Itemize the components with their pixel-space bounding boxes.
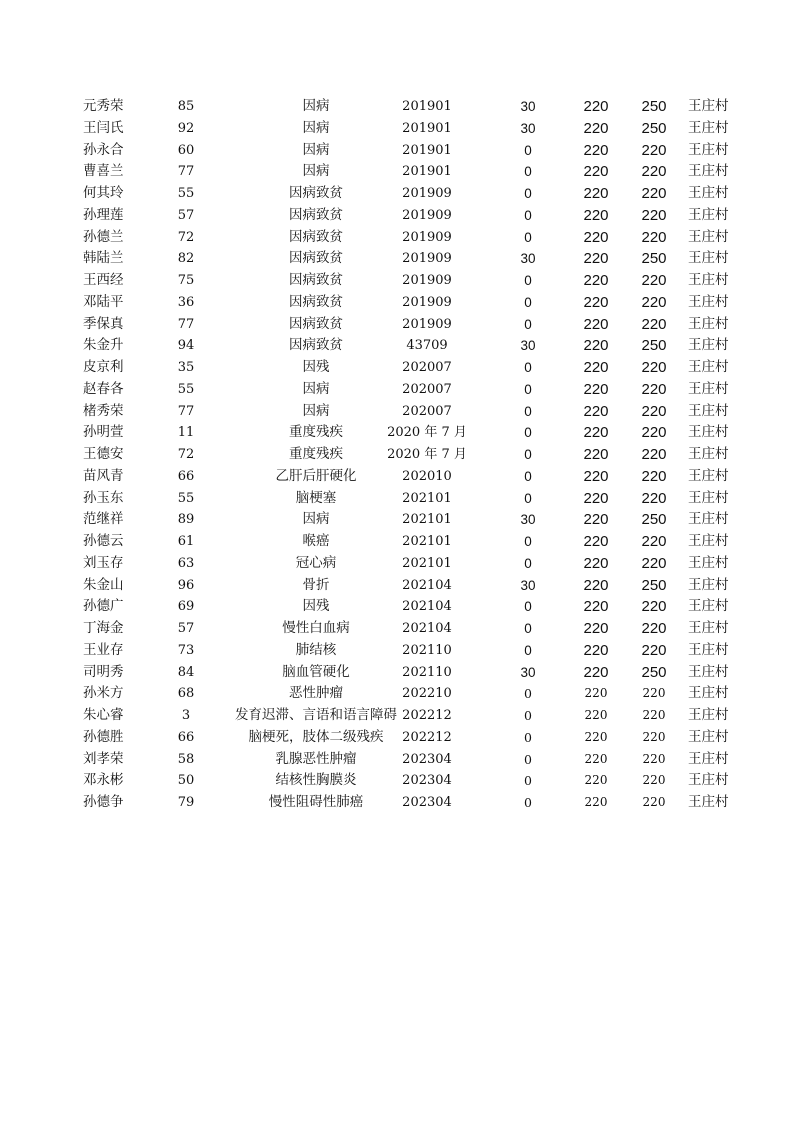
total-allowance: 220: [641, 402, 667, 420]
total-allowance: 220: [641, 272, 667, 289]
table-row: [0, 705, 793, 727]
poverty-reason: 因病致贫: [289, 185, 343, 201]
start-date: 202104: [402, 621, 452, 636]
start-date: 201901: [402, 99, 452, 114]
base-allowance: 220: [583, 228, 609, 246]
recipient-age: 75: [177, 273, 195, 288]
total-allowance: 220: [641, 598, 667, 616]
table-row: [0, 205, 793, 227]
start-date: 2020 年 7 月: [387, 447, 467, 462]
recipient-name: 孙德胜: [83, 728, 124, 745]
base-allowance: 220: [583, 663, 609, 681]
total-allowance: 220: [641, 359, 667, 376]
recipient-name: 邓永彬: [83, 772, 124, 789]
relief-recipient-table: [0, 96, 793, 814]
extra-allowance: 0: [524, 751, 532, 767]
base-allowance: 220: [583, 163, 609, 181]
poverty-reason: 喉癌: [302, 533, 330, 549]
total-allowance: 250: [641, 663, 667, 681]
start-date: 2020 年 7 月: [387, 425, 467, 441]
extra-allowance: 0: [524, 294, 532, 310]
start-date: 202212: [402, 729, 452, 745]
start-date: 43709: [406, 338, 448, 354]
recipient-name: 司明秀: [83, 663, 124, 680]
recipient-age: 85: [177, 99, 195, 114]
extra-allowance: 30: [520, 99, 536, 114]
total-allowance: 250: [641, 337, 667, 355]
extra-allowance: 0: [524, 555, 532, 571]
table-row: [0, 792, 793, 814]
start-date: 202104: [402, 577, 452, 593]
poverty-reason: 因病致贫: [289, 206, 343, 223]
total-allowance: 220: [641, 163, 667, 181]
poverty-reason: 慢性白血病: [282, 620, 350, 636]
table-row: [0, 531, 793, 553]
recipient-age: 35: [177, 360, 195, 375]
recipient-age: 92: [177, 120, 195, 136]
village-name: 王庄村: [688, 272, 729, 288]
total-allowance: 250: [641, 511, 667, 529]
total-allowance: 250: [641, 119, 667, 137]
total-allowance: 220: [641, 554, 667, 572]
recipient-age: 55: [177, 186, 195, 201]
total-allowance: 220: [641, 380, 667, 398]
start-date: 202101: [402, 534, 452, 549]
total-allowance: 220: [641, 206, 667, 224]
poverty-reason: 乳腺恶性肿瘤: [275, 750, 357, 767]
poverty-reason: 脑血管硬化: [282, 663, 350, 680]
recipient-name: 王德安: [83, 446, 124, 462]
village-name: 王庄村: [688, 772, 729, 789]
start-date: 202010: [402, 468, 452, 484]
start-date: 201901: [402, 120, 452, 136]
poverty-reason: 恶性肿瘤: [289, 685, 343, 702]
extra-allowance: 0: [524, 273, 532, 288]
village-name: 王庄村: [688, 185, 729, 201]
recipient-age: 94: [177, 338, 195, 354]
recipient-name: 朱金山: [83, 576, 124, 593]
recipient-name: 孙德云: [83, 533, 124, 549]
extra-allowance: 0: [524, 425, 532, 441]
start-date: 202210: [402, 686, 452, 702]
base-allowance: 220: [583, 620, 609, 637]
table-row: [0, 379, 793, 401]
poverty-reason: 因病: [302, 402, 330, 419]
start-date: 202101: [402, 490, 452, 506]
recipient-name: 刘孝荣: [83, 750, 124, 767]
table-row: [0, 140, 793, 162]
poverty-reason: 因病: [302, 119, 330, 136]
village-name: 王庄村: [688, 750, 729, 767]
recipient-age: 66: [177, 729, 195, 745]
extra-allowance: 0: [524, 708, 532, 723]
base-allowance: 220: [583, 554, 609, 572]
total-allowance: 220: [642, 773, 666, 788]
poverty-reason: 因病: [302, 163, 330, 180]
table-row: [0, 314, 793, 336]
start-date: 201901: [402, 142, 452, 158]
base-allowance: 220: [583, 576, 609, 594]
base-allowance: 220: [583, 250, 609, 268]
poverty-reason: 因残: [302, 598, 330, 615]
table-row: [0, 683, 793, 705]
start-date: 202212: [402, 708, 452, 723]
recipient-name: 朱心睿: [83, 707, 124, 723]
village-name: 王庄村: [688, 359, 729, 375]
table-row: [0, 183, 793, 205]
extra-allowance: 30: [520, 577, 536, 593]
village-name: 王庄村: [688, 620, 729, 636]
total-allowance: 250: [641, 98, 667, 115]
recipient-age: 11: [177, 425, 195, 441]
recipient-name: 孙德广: [83, 598, 124, 615]
table-row: [0, 292, 793, 314]
village-name: 王庄村: [688, 424, 729, 441]
village-name: 王庄村: [688, 250, 729, 267]
base-allowance: 220: [583, 98, 609, 115]
table-row: [0, 401, 793, 423]
start-date: 202007: [402, 403, 452, 419]
total-allowance: 220: [641, 228, 667, 246]
base-allowance: 220: [583, 315, 609, 333]
extra-allowance: 30: [520, 251, 536, 267]
poverty-reason: 重度残疾: [289, 424, 343, 441]
village-name: 王庄村: [688, 228, 729, 245]
start-date: 202304: [402, 795, 452, 810]
extra-allowance: 0: [524, 642, 532, 658]
recipient-name: 元秀荣: [83, 98, 124, 114]
poverty-reason: 因病致贫: [289, 272, 343, 288]
recipient-name: 王西经: [83, 272, 124, 288]
recipient-name: 范继祥: [83, 511, 124, 528]
recipient-age: 57: [177, 207, 195, 223]
table-row: [0, 96, 793, 118]
recipient-name: 赵春各: [83, 380, 124, 397]
start-date: 202110: [402, 664, 452, 680]
recipient-age: 55: [177, 381, 195, 397]
table-row: [0, 270, 793, 292]
village-name: 王庄村: [688, 380, 729, 397]
poverty-reason: 因病: [302, 98, 330, 114]
extra-allowance: 0: [524, 773, 532, 789]
table-row: [0, 466, 793, 488]
village-name: 王庄村: [688, 685, 729, 702]
recipient-age: 57: [177, 621, 195, 636]
base-allowance: 220: [583, 446, 609, 463]
start-date: 201909: [402, 273, 452, 288]
base-allowance: 220: [583, 533, 609, 550]
base-allowance: 220: [583, 119, 609, 137]
poverty-reason: 重度残疾: [289, 446, 343, 462]
recipient-age: 73: [177, 642, 195, 658]
base-allowance: 220: [584, 751, 608, 766]
village-name: 王庄村: [688, 554, 729, 571]
extra-allowance: 30: [520, 512, 536, 528]
village-name: 王庄村: [688, 467, 729, 484]
base-allowance: 220: [583, 598, 609, 616]
poverty-reason: 骨折: [302, 576, 330, 593]
extra-allowance: 0: [524, 795, 532, 810]
recipient-name: 丁海金: [83, 620, 124, 636]
poverty-reason: 因病致贫: [289, 250, 343, 267]
village-name: 王庄村: [688, 728, 729, 745]
table-row: [0, 553, 793, 575]
start-date: 201901: [402, 164, 452, 180]
total-allowance: 220: [641, 489, 667, 507]
table-row: [0, 662, 793, 684]
base-allowance: 220: [583, 359, 609, 376]
village-name: 王庄村: [688, 794, 729, 810]
table-row: [0, 749, 793, 771]
recipient-age: 84: [177, 664, 195, 680]
base-allowance: 220: [584, 686, 608, 701]
poverty-reason: 结核性胸膜炎: [275, 772, 357, 789]
extra-allowance: 0: [524, 207, 532, 223]
extra-allowance: 0: [524, 403, 532, 419]
table-row: [0, 227, 793, 249]
table-row: [0, 575, 793, 597]
recipient-name: 孙明萱: [83, 424, 124, 441]
extra-allowance: 0: [524, 490, 532, 506]
base-allowance: 220: [583, 185, 609, 202]
poverty-reason: 因病: [302, 141, 330, 158]
poverty-reason: 因病: [302, 511, 330, 528]
total-allowance: 220: [641, 185, 667, 202]
village-name: 王庄村: [688, 163, 729, 180]
start-date: 202007: [402, 381, 452, 397]
extra-allowance: 0: [524, 360, 532, 375]
extra-allowance: 30: [520, 120, 536, 136]
extra-allowance: 0: [524, 686, 532, 702]
poverty-reason: 因病: [302, 380, 330, 397]
poverty-reason: 乙肝后肝硬化: [275, 467, 357, 484]
recipient-age: 60: [177, 142, 195, 158]
village-name: 王庄村: [688, 663, 729, 680]
recipient-name: 楮秀荣: [83, 402, 124, 419]
table-row: [0, 727, 793, 749]
recipient-name: 季保真: [83, 315, 124, 332]
recipient-age: 66: [177, 468, 195, 484]
extra-allowance: 30: [520, 338, 536, 354]
start-date: 201909: [402, 229, 452, 245]
recipient-age: 36: [177, 294, 195, 310]
base-allowance: 220: [583, 272, 609, 289]
base-allowance: 220: [584, 708, 608, 722]
village-name: 王庄村: [688, 119, 729, 136]
poverty-reason: 冠心病: [295, 554, 337, 571]
start-date: 202101: [402, 512, 452, 528]
recipient-name: 孙理莲: [83, 206, 124, 223]
recipient-age: 3: [181, 708, 191, 723]
base-allowance: 220: [583, 424, 609, 442]
recipient-name: 孙玉东: [83, 489, 124, 506]
total-allowance: 220: [642, 686, 666, 701]
recipient-age: 82: [177, 251, 195, 267]
village-name: 王庄村: [688, 446, 729, 462]
recipient-age: 96: [177, 577, 195, 593]
recipient-age: 61: [177, 534, 195, 549]
recipient-name: 何其玲: [83, 185, 124, 201]
total-allowance: 220: [641, 446, 667, 463]
poverty-reason: 因病致贫: [289, 337, 343, 354]
recipient-name: 王闫氏: [83, 119, 124, 136]
recipient-age: 63: [177, 555, 195, 571]
recipient-name: 刘玉存: [83, 554, 124, 571]
extra-allowance: 0: [524, 316, 532, 332]
base-allowance: 220: [584, 729, 608, 744]
total-allowance: 250: [641, 250, 667, 268]
village-name: 王庄村: [688, 598, 729, 615]
table-row: [0, 335, 793, 357]
extra-allowance: 0: [524, 142, 532, 158]
total-allowance: 220: [641, 620, 667, 637]
village-name: 王庄村: [688, 98, 729, 114]
poverty-reason: 慢性阻碍性肺癌: [268, 794, 364, 810]
extra-allowance: 0: [524, 381, 532, 397]
recipient-age: 89: [177, 512, 195, 528]
table-row: [0, 118, 793, 140]
recipient-age: 77: [177, 316, 195, 332]
village-name: 王庄村: [688, 641, 729, 658]
total-allowance: 220: [642, 729, 666, 744]
recipient-age: 72: [177, 229, 195, 245]
recipient-age: 79: [177, 795, 195, 810]
base-allowance: 220: [583, 380, 609, 398]
base-allowance: 220: [583, 489, 609, 507]
start-date: 201909: [402, 251, 452, 267]
extra-allowance: 0: [524, 164, 532, 180]
village-name: 王庄村: [688, 402, 729, 419]
start-date: 202110: [402, 642, 452, 658]
recipient-name: 朱金升: [83, 337, 124, 354]
recipient-age: 55: [177, 490, 195, 506]
village-name: 王庄村: [688, 206, 729, 223]
village-name: 王庄村: [688, 141, 729, 158]
extra-allowance: 0: [524, 599, 532, 615]
total-allowance: 220: [642, 751, 666, 766]
total-allowance: 220: [641, 467, 667, 485]
base-allowance: 220: [583, 141, 609, 159]
poverty-reason: 脑梗塞: [295, 489, 337, 506]
total-allowance: 220: [641, 641, 667, 659]
extra-allowance: 0: [524, 229, 532, 245]
poverty-reason: 肺结核: [295, 641, 337, 658]
table-row: [0, 444, 793, 466]
start-date: 202104: [402, 599, 452, 615]
base-allowance: 220: [584, 773, 608, 788]
recipient-name: 孙米方: [83, 685, 124, 702]
table-row: [0, 596, 793, 618]
table-row: [0, 161, 793, 183]
recipient-name: 孙永合: [83, 141, 124, 158]
total-allowance: 220: [641, 141, 667, 159]
start-date: 202007: [402, 360, 452, 375]
start-date: 202304: [402, 773, 452, 789]
recipient-name: 孙德争: [83, 794, 124, 810]
base-allowance: 220: [583, 206, 609, 224]
recipient-age: 50: [177, 773, 195, 789]
village-name: 王庄村: [688, 489, 729, 506]
recipient-name: 皮京利: [83, 359, 124, 375]
start-date: 202101: [402, 555, 452, 571]
recipient-age: 77: [177, 164, 195, 180]
village-name: 王庄村: [688, 707, 729, 723]
base-allowance: 220: [583, 337, 609, 355]
extra-allowance: 30: [520, 664, 536, 680]
recipient-age: 69: [177, 599, 195, 615]
recipient-age: 58: [177, 751, 195, 767]
start-date: 201909: [402, 316, 452, 332]
village-name: 王庄村: [688, 576, 729, 593]
table-row: [0, 488, 793, 510]
poverty-reason: 因残: [302, 359, 330, 375]
village-name: 王庄村: [688, 533, 729, 549]
total-allowance: 220: [641, 533, 667, 550]
extra-allowance: 0: [524, 447, 532, 462]
recipient-name: 韩陆兰: [83, 250, 124, 267]
village-name: 王庄村: [688, 337, 729, 354]
extra-allowance: 0: [524, 534, 532, 549]
table-row: [0, 770, 793, 792]
base-allowance: 220: [583, 467, 609, 485]
extra-allowance: 0: [524, 729, 532, 745]
table-row: [0, 640, 793, 662]
start-date: 202304: [402, 751, 452, 767]
poverty-reason: 脑梗死，肢体二级残疾: [248, 728, 384, 745]
poverty-reason: 发育迟滞、言语和语言障碍: [235, 707, 397, 723]
total-allowance: 220: [642, 795, 666, 809]
recipient-name: 曹喜兰: [83, 163, 124, 180]
poverty-reason: 因病致贫: [289, 315, 343, 332]
poverty-reason: 因病致贫: [289, 228, 343, 245]
table-row: [0, 422, 793, 444]
village-name: 王庄村: [688, 511, 729, 528]
recipient-age: 68: [177, 686, 195, 702]
village-name: 王庄村: [688, 293, 729, 310]
total-allowance: 220: [641, 424, 667, 442]
table-row: [0, 618, 793, 640]
base-allowance: 220: [583, 641, 609, 659]
recipient-age: 77: [177, 403, 195, 419]
recipient-name: 王业存: [83, 641, 124, 658]
village-name: 王庄村: [688, 315, 729, 332]
table-row: [0, 357, 793, 379]
recipient-age: 72: [177, 447, 195, 462]
extra-allowance: 0: [524, 621, 532, 636]
total-allowance: 250: [641, 576, 667, 594]
total-allowance: 220: [641, 293, 667, 311]
start-date: 201909: [402, 207, 452, 223]
total-allowance: 220: [641, 315, 667, 333]
base-allowance: 220: [583, 293, 609, 311]
recipient-name: 邓陆平: [83, 293, 124, 310]
extra-allowance: 0: [524, 468, 532, 484]
start-date: 201909: [402, 186, 452, 201]
base-allowance: 220: [584, 795, 608, 809]
extra-allowance: 0: [524, 186, 532, 201]
base-allowance: 220: [583, 511, 609, 529]
base-allowance: 220: [583, 402, 609, 420]
poverty-reason: 因病致贫: [289, 293, 343, 310]
start-date: 201909: [402, 294, 452, 310]
table-row: [0, 248, 793, 270]
total-allowance: 220: [642, 708, 666, 722]
recipient-name: 孙德兰: [83, 228, 124, 245]
recipient-name: 苗风青: [83, 467, 124, 484]
table-row: [0, 509, 793, 531]
